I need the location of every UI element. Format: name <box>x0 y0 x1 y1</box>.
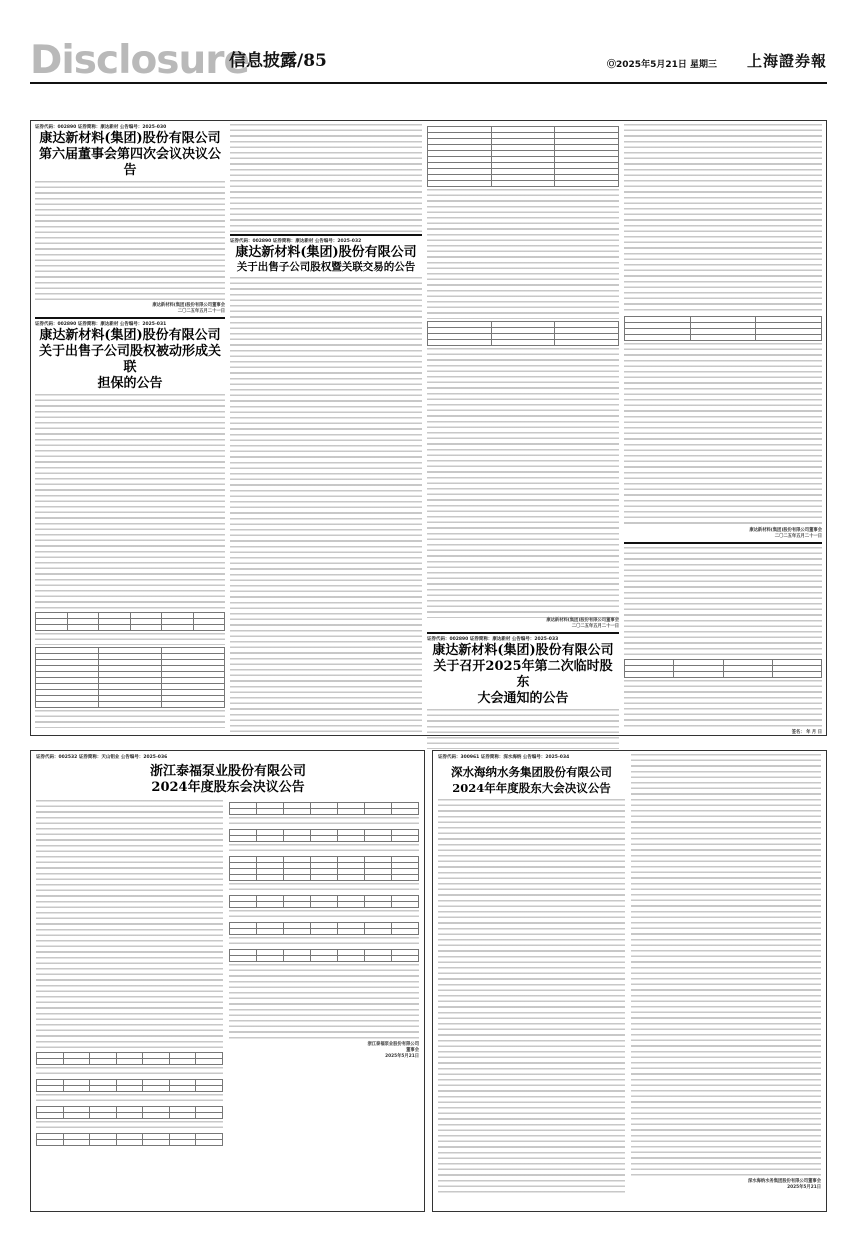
article-subtitle: 关于出售子公司股权暨关联交易的公告 <box>236 261 416 273</box>
signature: 深水海纳水务集团股份有限公司董事会 <box>747 1179 821 1184</box>
body-text <box>35 394 225 610</box>
body-text <box>36 800 223 1050</box>
body-text <box>427 348 619 618</box>
financial-table <box>427 126 619 187</box>
body-text <box>229 844 419 854</box>
article-subtitle: 关于召开2025年第二次临时股东 <box>433 659 613 690</box>
stock-code-line: 证券代码：002890 证券简称：康达新材 公告编号：2025-032 <box>230 239 362 244</box>
signature-board: 董事会 <box>406 1048 419 1053</box>
body-text <box>230 277 422 732</box>
signature: 康达新材料(集团)股份有限公司董事会 <box>749 528 822 533</box>
disclosure-logo: Disclosure <box>30 38 249 83</box>
body-text <box>624 124 822 314</box>
article-subtitle-2: 大会通知的公告 <box>477 691 569 706</box>
stock-code-line: 证券代码：002890 证券简称：康达新材 公告编号：2025-031 <box>35 322 167 327</box>
body-text <box>438 799 625 1194</box>
signature-date: 2025年5月21日 <box>385 1054 419 1059</box>
column-2 <box>230 124 422 732</box>
body-text <box>427 709 619 749</box>
article-shenshui <box>438 754 822 1208</box>
proposal-table <box>624 316 822 341</box>
divider <box>427 632 619 634</box>
column-4 <box>624 124 822 735</box>
article-kangda-meeting <box>427 636 619 749</box>
vote-table <box>229 895 419 908</box>
vote-table <box>36 1079 223 1092</box>
body-text <box>229 964 419 1042</box>
article-subtitle: 2024年度股东会决议公告 <box>151 780 305 795</box>
data-table <box>427 321 619 346</box>
section-title: 信息披露/85 <box>229 51 327 71</box>
proxy-form-text <box>624 547 822 657</box>
vote-table <box>36 1133 223 1146</box>
financial-table <box>35 647 225 708</box>
issue-date: Ⓞ2025年5月21日 星期三 <box>607 60 717 70</box>
body-text <box>229 937 419 947</box>
divider <box>230 234 422 236</box>
vote-table <box>36 1052 223 1065</box>
article-title: 康达新材料(集团)股份有限公司 <box>432 643 614 658</box>
signature: 康达新材料(集团)股份有限公司董事会 <box>546 618 619 623</box>
signature: 康达新材料(集团)股份有限公司董事会 <box>152 303 225 308</box>
vote-table <box>36 1106 223 1119</box>
signature-date: 2025年5月21日 <box>787 1185 821 1190</box>
signature-date: 二〇二五年五月二十一日 <box>774 534 822 539</box>
column-3 <box>427 124 619 732</box>
proxy-voting-table <box>624 659 822 678</box>
body-text <box>35 710 225 728</box>
data-table <box>35 612 225 631</box>
body-text <box>229 817 419 827</box>
article-kangda-board <box>35 124 225 315</box>
signature: 浙江泰福泵业股份有限公司 <box>367 1042 419 1047</box>
article-title: 康达新材料(集团)股份有限公司 <box>39 131 221 146</box>
masthead <box>30 40 827 84</box>
article-subtitle: 关于出售子公司股权被动形成关联 <box>38 344 221 375</box>
article-kangda-guarantee <box>35 321 225 728</box>
body-text <box>36 1067 223 1077</box>
article-subtitle: 2024年年度股东大会决议公告 <box>452 781 611 795</box>
body-text <box>229 883 419 893</box>
stock-code-line: 证券代码：002532 证券简称：天山铝业 公告编号：2025-036 <box>36 755 168 760</box>
divider <box>35 317 225 319</box>
stock-code-line: 证券代码：002890 证券简称：康达新材 公告编号：2025-033 <box>427 637 559 642</box>
vote-table <box>229 829 419 842</box>
article-title: 深水海纳水务集团股份有限公司 <box>451 765 612 779</box>
vote-table <box>229 802 419 815</box>
body-text <box>230 124 422 232</box>
body-text <box>427 189 619 319</box>
body-text <box>36 1094 223 1104</box>
article-subtitle: 第六届董事会第四次会议决议公告 <box>38 147 221 178</box>
vote-table <box>229 949 419 962</box>
stock-code-line: 证券代码：300961 证券简称：深水海纳 公告编号：2025-034 <box>438 755 570 760</box>
article-title: 康达新材料(集团)股份有限公司 <box>235 245 417 260</box>
signature-date: 二〇二五年五月二十一日 <box>571 624 619 629</box>
article-title: 浙江泰福泵业股份有限公司 <box>149 764 306 779</box>
newspaper-name: 上海證券報 <box>746 52 827 70</box>
body-text <box>624 343 822 528</box>
column-1 <box>35 124 225 732</box>
article-title: 康达新材料(集团)股份有限公司 <box>39 328 221 343</box>
divider <box>624 542 822 544</box>
body-text <box>229 910 419 920</box>
body-text <box>35 633 225 645</box>
article-taifu <box>36 754 420 1208</box>
body-text <box>631 754 821 1179</box>
body-text <box>624 680 822 730</box>
body-text <box>35 181 225 303</box>
signature-date: 二〇二五年五月二十一日 <box>177 309 225 314</box>
article-kangda-sale <box>230 238 422 732</box>
article-subtitle-2: 担保的公告 <box>97 376 163 391</box>
receipt-signature: 签名： 年 月 日 <box>791 730 822 735</box>
vote-table <box>229 856 419 881</box>
body-text <box>36 1121 223 1131</box>
stock-code-line: 证券代码：002890 证券简称：康达新材 公告编号：2025-030 <box>35 125 167 130</box>
vote-table <box>229 922 419 935</box>
